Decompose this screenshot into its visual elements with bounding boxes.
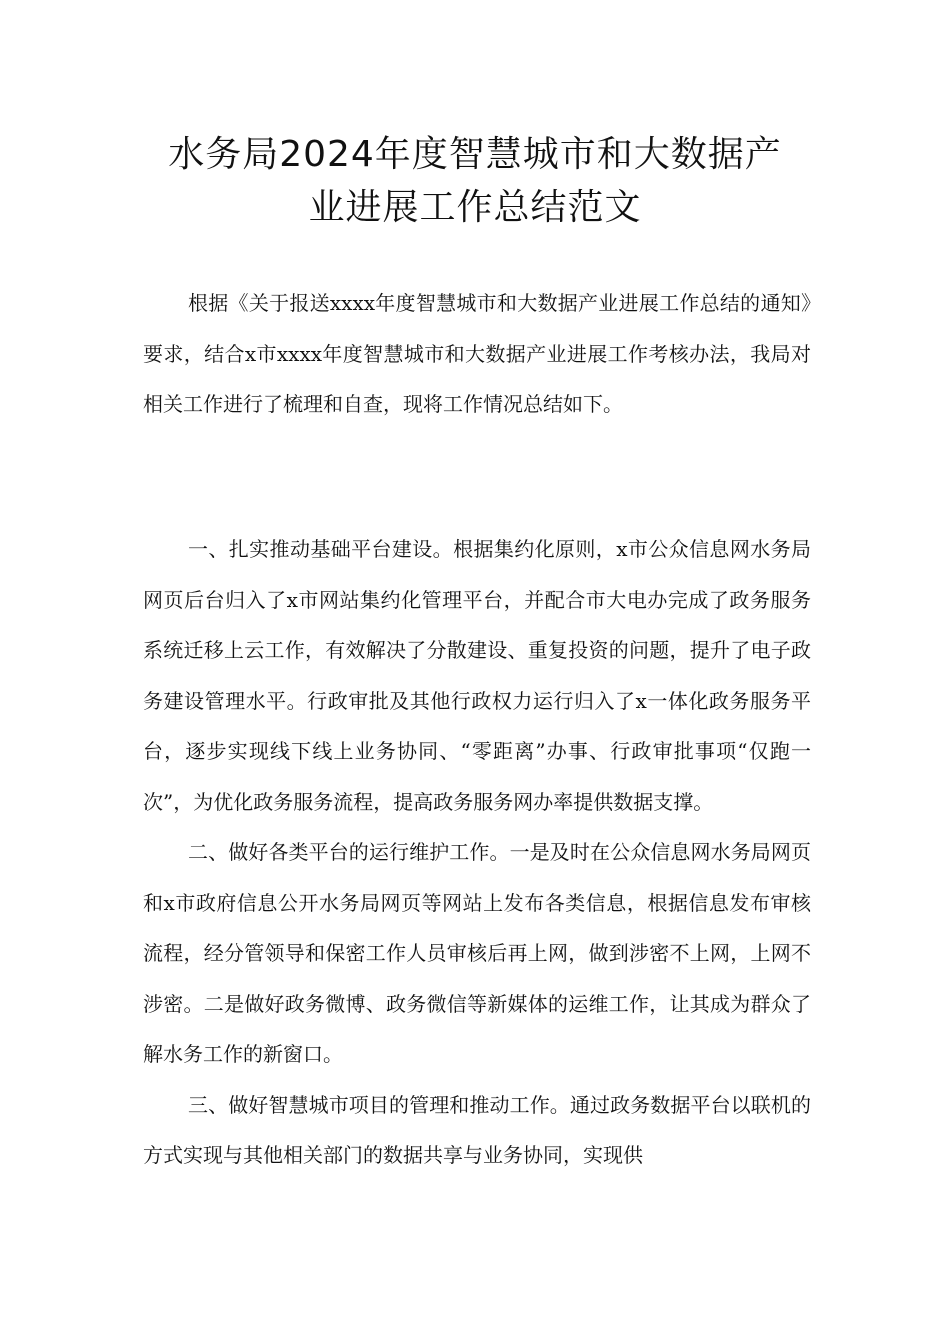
section-2-paragraph: 二、做好各类平台的运行维护工作。一是及时在公众信息网水务局网页和x市政府信息公开水务局网页等网站上发布各类信息，根据信息发布审核流程，经分管领导和保密工作人员审核后再上网，做到涉密不上网，上网不涉密。二是做好政务微博、政务微信等新媒体的运维工作，让其成为群众了解水务工作的新窗口。	[143, 840, 811, 1066]
title-line-1: 水务局2024年度智慧城市和大数据产	[168, 134, 782, 175]
section-1-paragraph: 一、扎实推动基础平台建设。根据集约化原则，x市公众信息网水务局网页后台归入了x市网站集约化管理平台，并配合市大电办完成了政务服务系统迁移上云工作，有效解决了分散建设、重复投资的问题，提升了电子政务建设管理水平。行政审批及其他行政权力运行归入了x一体化政务服务平台，逐步实现线下线上业务协同、“零距离”办事、行政审批事项“仅跑一次”，为优化政务服务流程，提高政务服务网办率提供数据支撑。	[143, 537, 811, 814]
title-line-2: 业进展工作总结范文	[308, 187, 642, 228]
section-3-paragraph: 三、做好智慧城市项目的管理和推动工作。通过政务数据平台以联机的方式实现与其他相关部门的数据共享与业务协同，实现供	[143, 1092, 811, 1167]
sections-block	[143, 524, 811, 1181]
intro-paragraph: 根据《关于报送xxxx年度智慧城市和大数据产业进展工作总结的通知》要求，结合x市xxxx年度智慧城市和大数据产业进展工作考核办法，我局对相关工作进行了梳理和自查，现将工作情况总结如下。	[143, 291, 811, 416]
document-title	[100, 128, 850, 234]
intro-block	[143, 278, 811, 430]
